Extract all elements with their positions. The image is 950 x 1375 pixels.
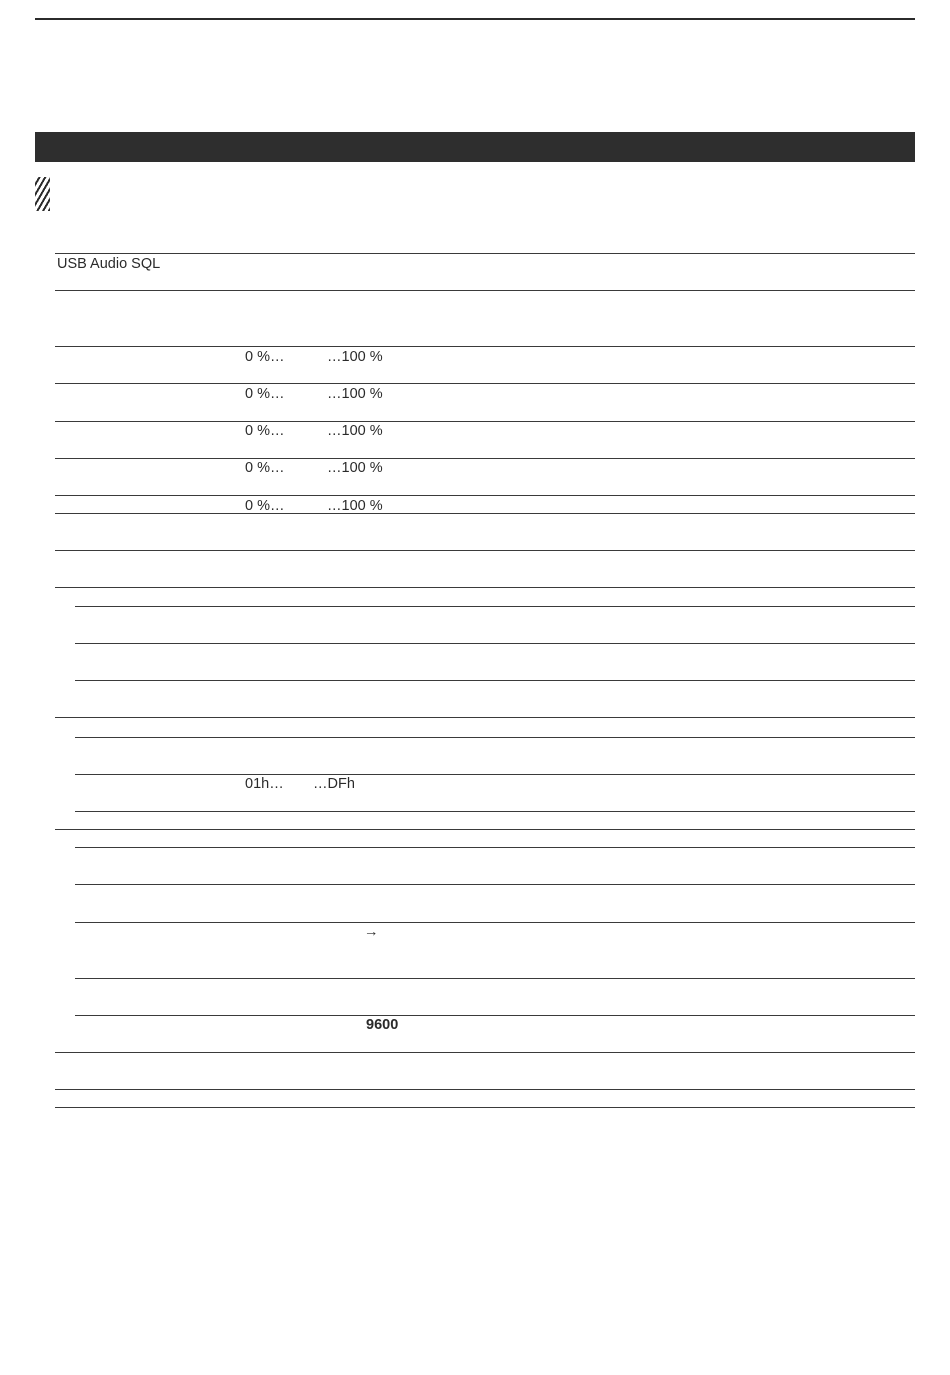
table-rule bbox=[55, 1089, 915, 1090]
table-rule bbox=[55, 1107, 915, 1108]
range-min: 0 %… bbox=[245, 460, 285, 476]
row-label-usb-audio-sql: USB Audio SQL bbox=[57, 256, 161, 272]
range-max: …100 % bbox=[327, 386, 383, 402]
range-max: …100 % bbox=[327, 349, 383, 365]
table-rule bbox=[75, 978, 915, 979]
header-rule bbox=[35, 18, 915, 20]
hatched-marker-icon bbox=[35, 177, 50, 211]
table-rule bbox=[55, 1052, 915, 1053]
arrow-right-icon: → bbox=[364, 924, 379, 940]
table-rule bbox=[75, 737, 915, 738]
table-rule bbox=[55, 253, 915, 254]
range-max: …100 % bbox=[327, 498, 383, 514]
table-rule bbox=[75, 643, 915, 644]
section-title-bar bbox=[35, 132, 915, 162]
table-rule bbox=[55, 421, 915, 422]
range-min: 0 %… bbox=[245, 498, 285, 514]
table-rule bbox=[75, 606, 915, 607]
table-rule bbox=[75, 811, 915, 812]
table-rule bbox=[75, 1015, 915, 1016]
table-rule bbox=[55, 587, 915, 588]
table-rule bbox=[55, 550, 915, 551]
table-rule bbox=[55, 383, 915, 384]
table-rule bbox=[55, 458, 915, 459]
range-min: 0 %… bbox=[245, 386, 285, 402]
table-rule bbox=[55, 513, 915, 514]
table-rule bbox=[75, 680, 915, 681]
baud-rate-value: 9600 bbox=[366, 1017, 399, 1033]
address-range-min: 01h… bbox=[245, 776, 284, 792]
table-rule bbox=[55, 290, 915, 291]
table-rule bbox=[55, 829, 915, 830]
table-rule bbox=[75, 884, 915, 885]
range-min: 0 %… bbox=[245, 423, 285, 439]
table-rule bbox=[55, 346, 915, 347]
table-rule bbox=[75, 774, 915, 775]
range-max: …100 % bbox=[327, 460, 383, 476]
table-rule bbox=[75, 847, 915, 848]
table-rule bbox=[75, 922, 915, 923]
range-min: 0 %… bbox=[245, 349, 285, 365]
table-rule bbox=[55, 717, 915, 718]
address-range-max: …DFh bbox=[313, 776, 355, 792]
range-max: …100 % bbox=[327, 423, 383, 439]
table-rule bbox=[55, 495, 915, 496]
